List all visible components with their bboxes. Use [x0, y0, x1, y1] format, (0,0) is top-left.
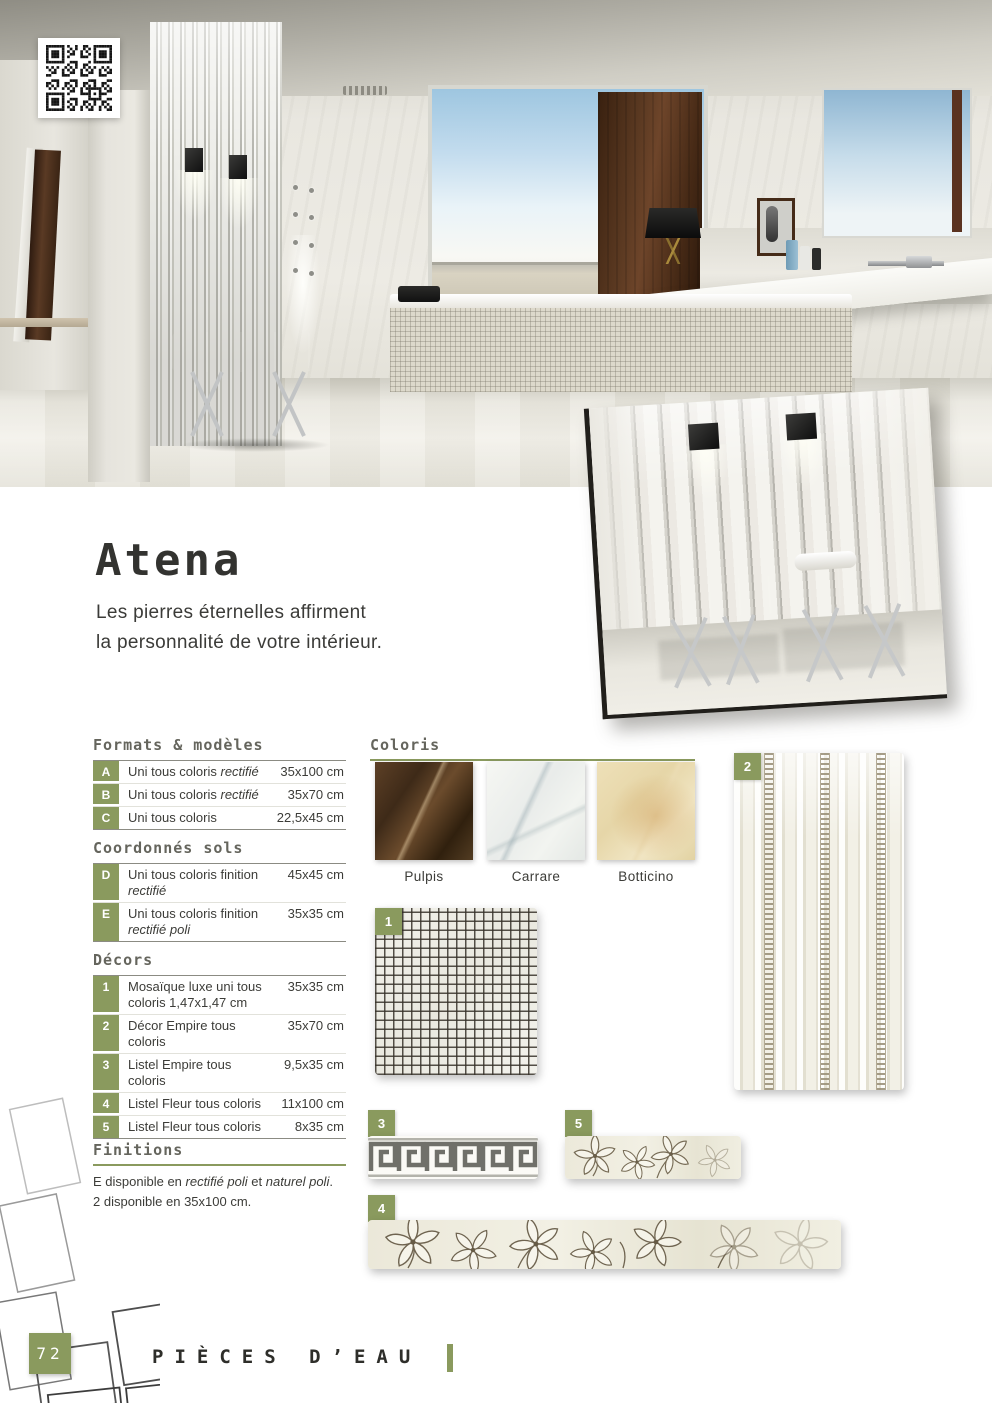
table-row	[93, 1014, 346, 1053]
wall-lamp-icon	[185, 148, 203, 172]
swatch-carrare	[487, 762, 585, 860]
hero-black-towels	[398, 286, 440, 302]
section-sols	[93, 839, 346, 942]
hero-mirror-wood-reflection	[952, 90, 962, 232]
section-title-coloris: Coloris	[370, 736, 441, 754]
swatch-label: Botticino	[618, 869, 674, 884]
row-label	[119, 784, 270, 806]
meander-stripe	[764, 753, 774, 1090]
section-title-sols: Coordonnés sols	[93, 839, 244, 857]
fin-seg: E disponible en	[93, 1174, 186, 1189]
row-key: A	[93, 761, 119, 783]
product-tagline	[96, 598, 382, 658]
shower-jet-icon	[309, 271, 314, 276]
section-formats	[93, 736, 346, 830]
row-size: 8x35 cm	[294, 1119, 344, 1134]
swatch-label: Carrare	[511, 869, 561, 884]
shower-jet-icon	[293, 185, 298, 190]
tagline-line2: la personnalité de votre intérieur.	[96, 632, 383, 653]
row-text: Uni tous coloris	[128, 810, 217, 825]
finitions-line2: 2 disponible en 35x100 cm.	[93, 1194, 252, 1209]
product-image-listel-fleur-long	[368, 1220, 841, 1269]
row-line2: coloris	[128, 1073, 166, 1088]
swatch-botticino	[597, 762, 695, 860]
bottle-icon	[812, 248, 821, 270]
image-label-3: 3	[368, 1110, 395, 1137]
row-key: C	[93, 807, 119, 829]
fin-seg: .	[329, 1174, 333, 1189]
sols-table	[93, 863, 346, 942]
swatch-label: Pulpis	[404, 869, 444, 884]
row-key: 2	[93, 1015, 119, 1053]
table-lamp-icon	[645, 208, 701, 238]
coloris-rule	[370, 759, 695, 761]
row-size: 35x100 cm	[280, 764, 344, 779]
shower-jet-icon	[293, 212, 298, 217]
row-size: 9,5x35 cm	[284, 1057, 344, 1072]
floral-pattern	[565, 1136, 741, 1179]
row-size: 35x70 cm	[287, 787, 344, 802]
image-label-5: 5	[565, 1110, 592, 1137]
product-image-panel	[734, 753, 904, 1090]
row-text: Uni tous coloris	[128, 764, 221, 779]
row-line2: coloris 1,47x1,47 cm	[128, 995, 248, 1010]
row-size: 35x35 cm	[287, 906, 344, 921]
row-key: B	[93, 784, 119, 806]
row-label	[119, 1054, 270, 1092]
row-text: Listel Empire tous	[128, 1057, 232, 1072]
hero-bench	[172, 332, 312, 372]
product-image-listel-empire	[368, 1136, 538, 1179]
row-key: 4	[93, 1093, 119, 1115]
row-key: 3	[93, 1054, 119, 1092]
bottle-icon	[800, 246, 810, 270]
hero-bathtub-mosaic-face	[390, 308, 852, 392]
table-row	[93, 864, 346, 902]
section-coloris	[370, 736, 695, 761]
floral-pattern-long	[368, 1220, 841, 1269]
hero-ceiling-vent	[343, 86, 387, 95]
row-label	[119, 807, 270, 829]
table-row	[93, 806, 346, 829]
hero-bench-shadow	[180, 438, 330, 452]
row-size: 11x100 cm	[281, 1096, 344, 1111]
section-title-finitions: Finitions	[93, 1141, 184, 1159]
fin-seg: et	[247, 1174, 266, 1189]
row-italic: rectifié	[220, 787, 259, 802]
shower-jet-icon	[309, 188, 314, 193]
row-size: 22,5x45 cm	[276, 810, 344, 825]
row-label	[119, 976, 270, 1014]
tile-sketch-drawing	[0, 1095, 160, 1403]
meander-stripe	[820, 753, 830, 1090]
wall-sconce-icon	[688, 423, 720, 451]
row-line2: coloris	[128, 1034, 166, 1049]
wall-lamp-icon	[229, 155, 247, 179]
row-label	[119, 864, 270, 902]
hero-wood-grain	[598, 92, 702, 300]
hero-marble-pillar	[88, 90, 150, 482]
row-text: Listel Fleur tous coloris	[128, 1119, 261, 1134]
row-size: 35x70 cm	[287, 1018, 344, 1033]
page-title: Atena	[95, 535, 243, 586]
tagline-line1: Les pierres éternelles affirment	[96, 602, 367, 623]
inset-tile-photo	[584, 388, 947, 719]
inset-bench-legs	[654, 601, 918, 697]
page-number-badge: 72	[29, 1333, 71, 1374]
sconce-glow	[679, 444, 735, 507]
bottle-icon	[786, 240, 798, 270]
wall-lamp-glow	[172, 170, 218, 226]
swatch-pulpis	[375, 762, 473, 860]
row-size: 45x45 cm	[287, 867, 344, 882]
shower-jet-icon	[309, 243, 314, 248]
table-row	[93, 1053, 346, 1092]
row-size: 35x35 cm	[287, 979, 344, 994]
table-row	[93, 976, 346, 1014]
table-row	[93, 902, 346, 941]
table-lamp-legs	[660, 238, 686, 264]
greek-key-pattern	[368, 1136, 538, 1179]
row-label	[119, 761, 270, 783]
section-title-decors: Décors	[93, 951, 154, 969]
row-line2	[128, 922, 266, 938]
table-row	[93, 783, 346, 806]
row-text: Décor Empire tous	[128, 1018, 236, 1033]
row-text: Uni tous coloris finition	[128, 906, 259, 921]
row-key: D	[93, 864, 119, 902]
section-title-formats: Formats & modèles	[93, 736, 264, 754]
meander-stripe	[876, 753, 886, 1090]
row-key: 5	[93, 1116, 119, 1138]
hero-picture-figure	[766, 206, 778, 242]
wall-sconce-icon	[786, 413, 818, 441]
image-label-1: 1	[375, 908, 402, 935]
row-line2-italic: rectifié poli	[128, 922, 191, 937]
row-text: Uni tous coloris	[128, 787, 221, 802]
shower-jet-icon	[293, 268, 298, 273]
shower-jet-icon	[293, 240, 298, 245]
product-image-listel-fleur-small	[565, 1136, 741, 1179]
wall-lamp-glow	[216, 178, 262, 234]
row-text: Mosaïque luxe uni tous	[128, 979, 262, 994]
row-line2-italic: rectifié	[128, 883, 167, 898]
footer-accent-bar	[447, 1344, 453, 1372]
footer-section-label: PIÈCES D’EAU	[152, 1346, 422, 1368]
qr-code-svg	[45, 45, 113, 111]
table-row	[93, 761, 346, 783]
shower-jet-icon	[309, 215, 314, 220]
row-key: 1	[93, 976, 119, 1014]
row-label	[119, 1015, 270, 1053]
sconce-glow	[777, 434, 833, 497]
image-label-2: 2	[734, 753, 761, 780]
row-label	[119, 903, 270, 941]
fin-seg-italic: rectifié poli	[185, 1174, 248, 1189]
row-line2	[128, 883, 266, 899]
formats-table	[93, 760, 346, 830]
hero-vanity-mirror	[822, 88, 972, 238]
faucet-body	[906, 256, 932, 268]
hero-ceiling	[0, 0, 992, 96]
image-label-4: 4	[368, 1195, 395, 1222]
fin-seg-italic: naturel poli	[265, 1174, 330, 1189]
row-text: Listel Fleur tous coloris	[128, 1096, 261, 1111]
row-italic: rectifié	[220, 764, 259, 779]
qr-code	[38, 38, 120, 118]
row-text: Uni tous coloris finition	[128, 867, 259, 882]
row-key: E	[93, 903, 119, 941]
hero-bench-legs	[178, 370, 318, 442]
